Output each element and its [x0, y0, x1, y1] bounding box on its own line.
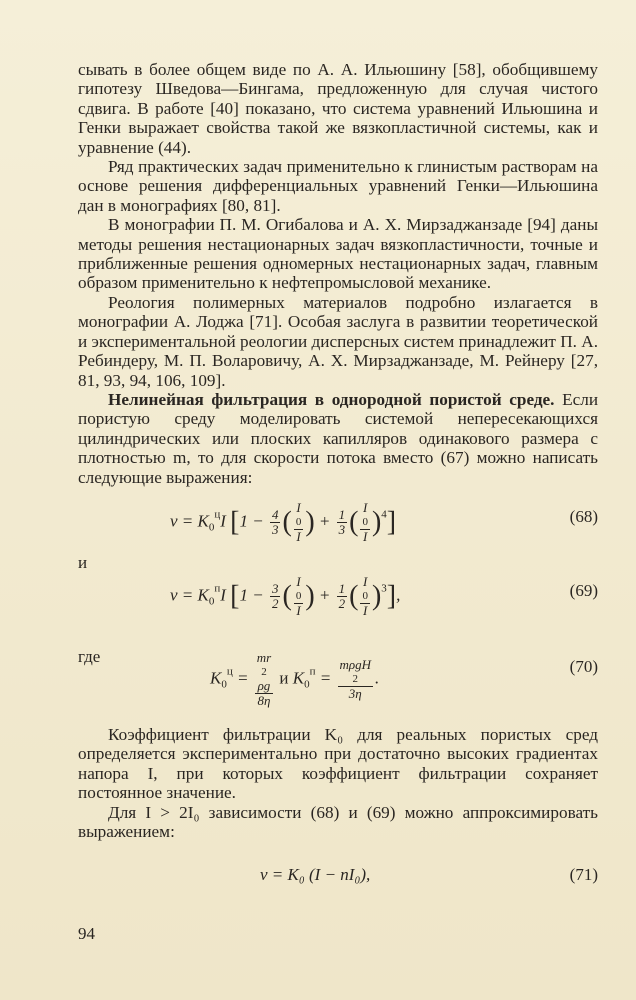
paragraph-filtration-coefficient: Коэффициент фильтрации K₀ для реальных пористых сред определяется экспериментально при достаточно высоких градиентах напора I, при которых коэффициент фильтрации сохраняет постоянное значение.	[78, 724, 598, 803]
section-paragraph	[78, 390, 598, 487]
equation-71-body: v = K₀ (I − nI₀),	[260, 865, 371, 885]
equation-68-body: $v = K_0^цI$ [1 − $\frac{4}{3}$ ( I 0 I ) + $\frac{1}{3}$ ( I 0 I )$^4$]	[170, 499, 397, 544]
section-heading: Нелинейная фильтрация в однородной пористой среде.	[108, 389, 555, 409]
paragraph-2: Ряд практических задач применительно к глинистым растворам на основе решения дифференциальных уравнений Генки—Ильюшина дан в монографиях [80, 81].	[78, 157, 598, 215]
equation-69-number: (69)	[569, 580, 598, 600]
paragraph-1: сывать в более общем виде по А. А. Ильюшину [58], обобщившему гипотезу Шведова—Бингама, предложенную для случая чистого сдвига. В работе [40] показано, что система уравнений Ильюшина и Генки выражает свойства такой же вязкопластичной системы, как и уравнение (44).	[78, 60, 598, 157]
equation-68-number: (68)	[569, 506, 598, 526]
equation-70	[78, 625, 598, 708]
equation-71	[78, 841, 598, 897]
equation-69	[78, 549, 598, 618]
equation-68	[78, 487, 598, 549]
page-number: 94	[78, 924, 95, 943]
paragraph-3: В монографии П. М. Огибалова и А. Х. Мирзаджанзаде [94] даны методы решения нестационарных задач вязкопластичности, точные и приближенные решения одномерных нестационарных задач, главным образом применительно к нефтепромысловой механике.	[78, 215, 598, 293]
body-text	[78, 60, 598, 897]
section-text: Если пористую среду моделировать системой непересекающихся цилиндрических или плоских капилляров одинакового размера с плотностью m, то для скорости потока вместо (67) можно написать следующие выражения:	[78, 389, 599, 487]
equation-71-number: (71)	[569, 865, 598, 885]
equation-69-body: $v = K_0^пI$ [1 − $\frac{3}{2}$ ( I 0 I ) + $\frac{1}{2}$ ( I 0 I )$^3$],	[170, 573, 401, 618]
equation-70-number: (70)	[569, 656, 598, 676]
paragraph-approximation: Для I > 2I₀ зависимости (68) и (69) можно аппроксимировать выражением:	[78, 802, 598, 841]
equation-70-body: $K_0^ц$ = mr 2 ρg 8η и $K_0^п$ = mρgH 2 3η .	[210, 649, 380, 708]
paragraph-4: Реология полимерных материалов подробно излагается в монографии А. Лоджа [71]. Особая заслуга в развитии теоретической и экспериментальной реологии дисперсных систем принадлежит П. А. Ребиндеру, М. П. Воларовичу, А. Х. Мирзаджанзаде, М. Рейнеру [27, 81, 93, 94, 106, 109].	[78, 292, 598, 390]
conjunction-where: где	[78, 646, 101, 666]
conjunction-and: и	[78, 552, 88, 572]
